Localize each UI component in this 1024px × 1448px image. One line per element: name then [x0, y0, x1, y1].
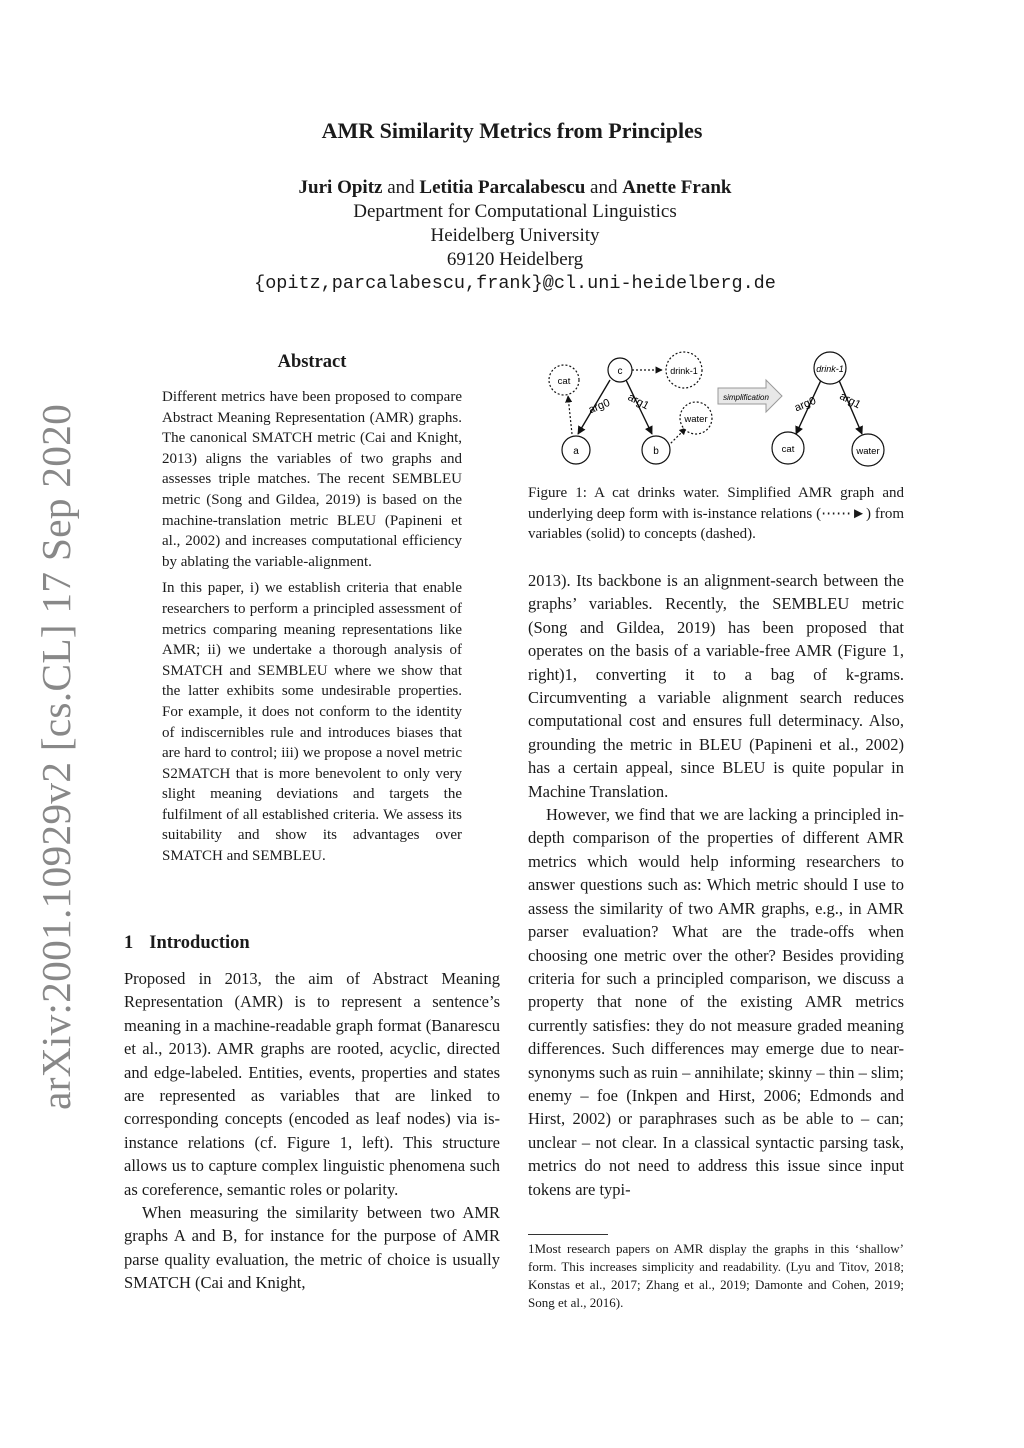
abstract-paragraph-2: In this paper, i) we establish criteria that enable researchers to perform a principled assessment of metrics comparing meaning representations like AMR; ii) we undertake a thorough analysis of SMATCH and SEMBLEU where we show that the latter exhibits some undesirable properties. For example, it does not conform to the identity of indiscernibles rule and introduces biases that are hard to control; iii) we propose a novel metric S2MATCH that is more benevolent to only very slight meaning deviations and targets the fulfilment of all established criteria. We assess its suitability and show its advantages over SMATCH and SEMBLEU.: [162, 580, 462, 865]
instance-a: [568, 396, 572, 434]
node-drink-label: drink-1: [670, 366, 698, 376]
intro-paragraph-2: When measuring the similarity between two AMR graphs A and B, for instance for the purpose of AMR parse quality evaluation, the metric of choice is usually SMATCH (Cai and Knight,: [124, 1203, 500, 1293]
simplification-label: simplification: [723, 393, 769, 402]
node-cat-shallow-label: cat: [781, 444, 795, 455]
author-block: [0, 176, 1024, 296]
intro-right-paragraph-1: 2013). Its backbone is an alignment-search between the graphs’ variables. Recently, the SEMBLEU metric (Song and Gildea, 2019) has been proposed that operates on the basis of a variable-free AMR (Figure 1, right)1, converting it to a bag of k-grams. Circumventing a variable alignment search reduces computational cost and ensures full determinacy. Also, grounding the metric in BLEU (Papineni et al., 2002) has a certain appeal, since BLEU is quite popular in Machine Translation.: [528, 571, 904, 801]
arxiv-identifier[interactable]: arXiv:2001.10929v2 [cs.CL] 17 Sep 2020: [33, 403, 79, 1111]
author-conjunction: and: [590, 177, 618, 198]
amr-figure: [540, 348, 910, 468]
node-c-label: c: [617, 366, 623, 377]
author-name: Letitia Parcalabescu: [419, 177, 586, 198]
node-cat-label: cat: [557, 376, 571, 387]
node-water-shallow-label: water: [856, 446, 880, 457]
affiliation-address: 69120 Heidelberg: [446, 249, 584, 270]
author-name: Juri Opitz: [298, 177, 383, 198]
intro-paragraph-1: Proposed in 2013, the aim of Abstract Meaning Representation (AMR) is to represent a sentence’s meaning in a machine-readable graph format (Banarescu et al., 2013). AMR graphs are rooted, acyclic, directed and edge-labeled. Entities, events, properties and states are represented as variables that are linked to corresponding concepts (encoded as leaf nodes) via is-instance relations (cf. Figure 1, left). This structure allows us to capture complex linguistic phenomena such as coreference, semantic roles or polarity.: [124, 969, 500, 1199]
affiliation-university: Heidelberg University: [430, 225, 600, 246]
section-heading: [124, 933, 250, 954]
edge-label-arg1: arg1: [625, 391, 651, 413]
author-conjunction: and: [387, 177, 415, 198]
intro-left-column: [124, 967, 500, 1295]
node-b-label: b: [653, 446, 659, 457]
node-water-label: water: [684, 414, 708, 425]
paper-title: AMR Similarity Metrics from Principles: [321, 118, 703, 143]
abstract-paragraph-1: Different metrics have been proposed to compare Abstract Meaning Representation (AMR) graphs. The canonical SMATCH metric (Cai and Knight, 2013) aligns the variables of two graphs and assesses triple matches. The recent SEMBLEU metric (Song and Gildea, 2019) is based on the machine-translation metric BLEU (Papineni et al., 2002) and increases computational efficiency by ablating the variable-alignment.: [162, 389, 462, 570]
author-name: Anette Frank: [622, 177, 732, 198]
section-number: 1: [124, 933, 134, 953]
author-line: [0, 176, 1024, 200]
abstract-body: [162, 387, 462, 873]
edge-label-arg1-right: arg1: [837, 390, 863, 412]
footnote-rule: [528, 1234, 608, 1235]
intro-right-column: [528, 569, 904, 1201]
node-a-label: a: [573, 446, 579, 457]
edge-label-arg0: arg0: [586, 396, 612, 417]
abstract-heading: Abstract: [277, 352, 347, 372]
node-drink-shallow-label: drink-1: [816, 364, 844, 374]
edge-label-arg0-right: arg0: [792, 394, 818, 415]
figure-caption: Figure 1: A cat drinks water. Simplified AMR graph and underlying deep form with is-instance relations (⋯⋯►) from variables (solid) to concepts (dashed).: [528, 485, 904, 543]
intro-right-paragraph-2: However, we find that we are lacking a principled in-depth comparison of the properties of different AMR metrics which would help informing researchers to answer questions such as: Which metric should I use to assess the similarity of two AMR graphs, e.g., in AMR parser evaluation? What are the trade-offs when choosing one metric over the other? Besides providing criteria for such a principled comparison, we discuss a property that none of the existing AMR metrics currently satisfies: they do not measure graded meaning differences. Such differences may emerge due to near-synonyms such as ruin – annihilate; skinny – thin – slim; enemy – foe (Inkpen and Hirst, 2006; Edmonds and Hirst, 2002) or paraphrases such as be able to – can; unclear – not clear. In a classical syntactic parsing task, metrics do not need to address this issue since input tokens are typi-: [528, 805, 904, 1199]
footnote: 1Most research papers on AMR display the graphs in this ‘shallow’ form. This increases simplicity and readability. (Lyu and Titov, 2018; Konstas et al., 2017; Zhang et al., 2019; Damonte and Cohen, 2019; Song et al., 2016).: [528, 1241, 904, 1310]
affiliation-department: Department for Computational Linguistics: [353, 201, 677, 222]
section-title: Introduction: [149, 933, 250, 953]
author-email[interactable]: {opitz,parcalabescu,frank}@cl.uni-heidelberg.de: [254, 273, 776, 294]
instance-b: [668, 428, 686, 446]
arxiv-stamp: [26, 403, 86, 1111]
